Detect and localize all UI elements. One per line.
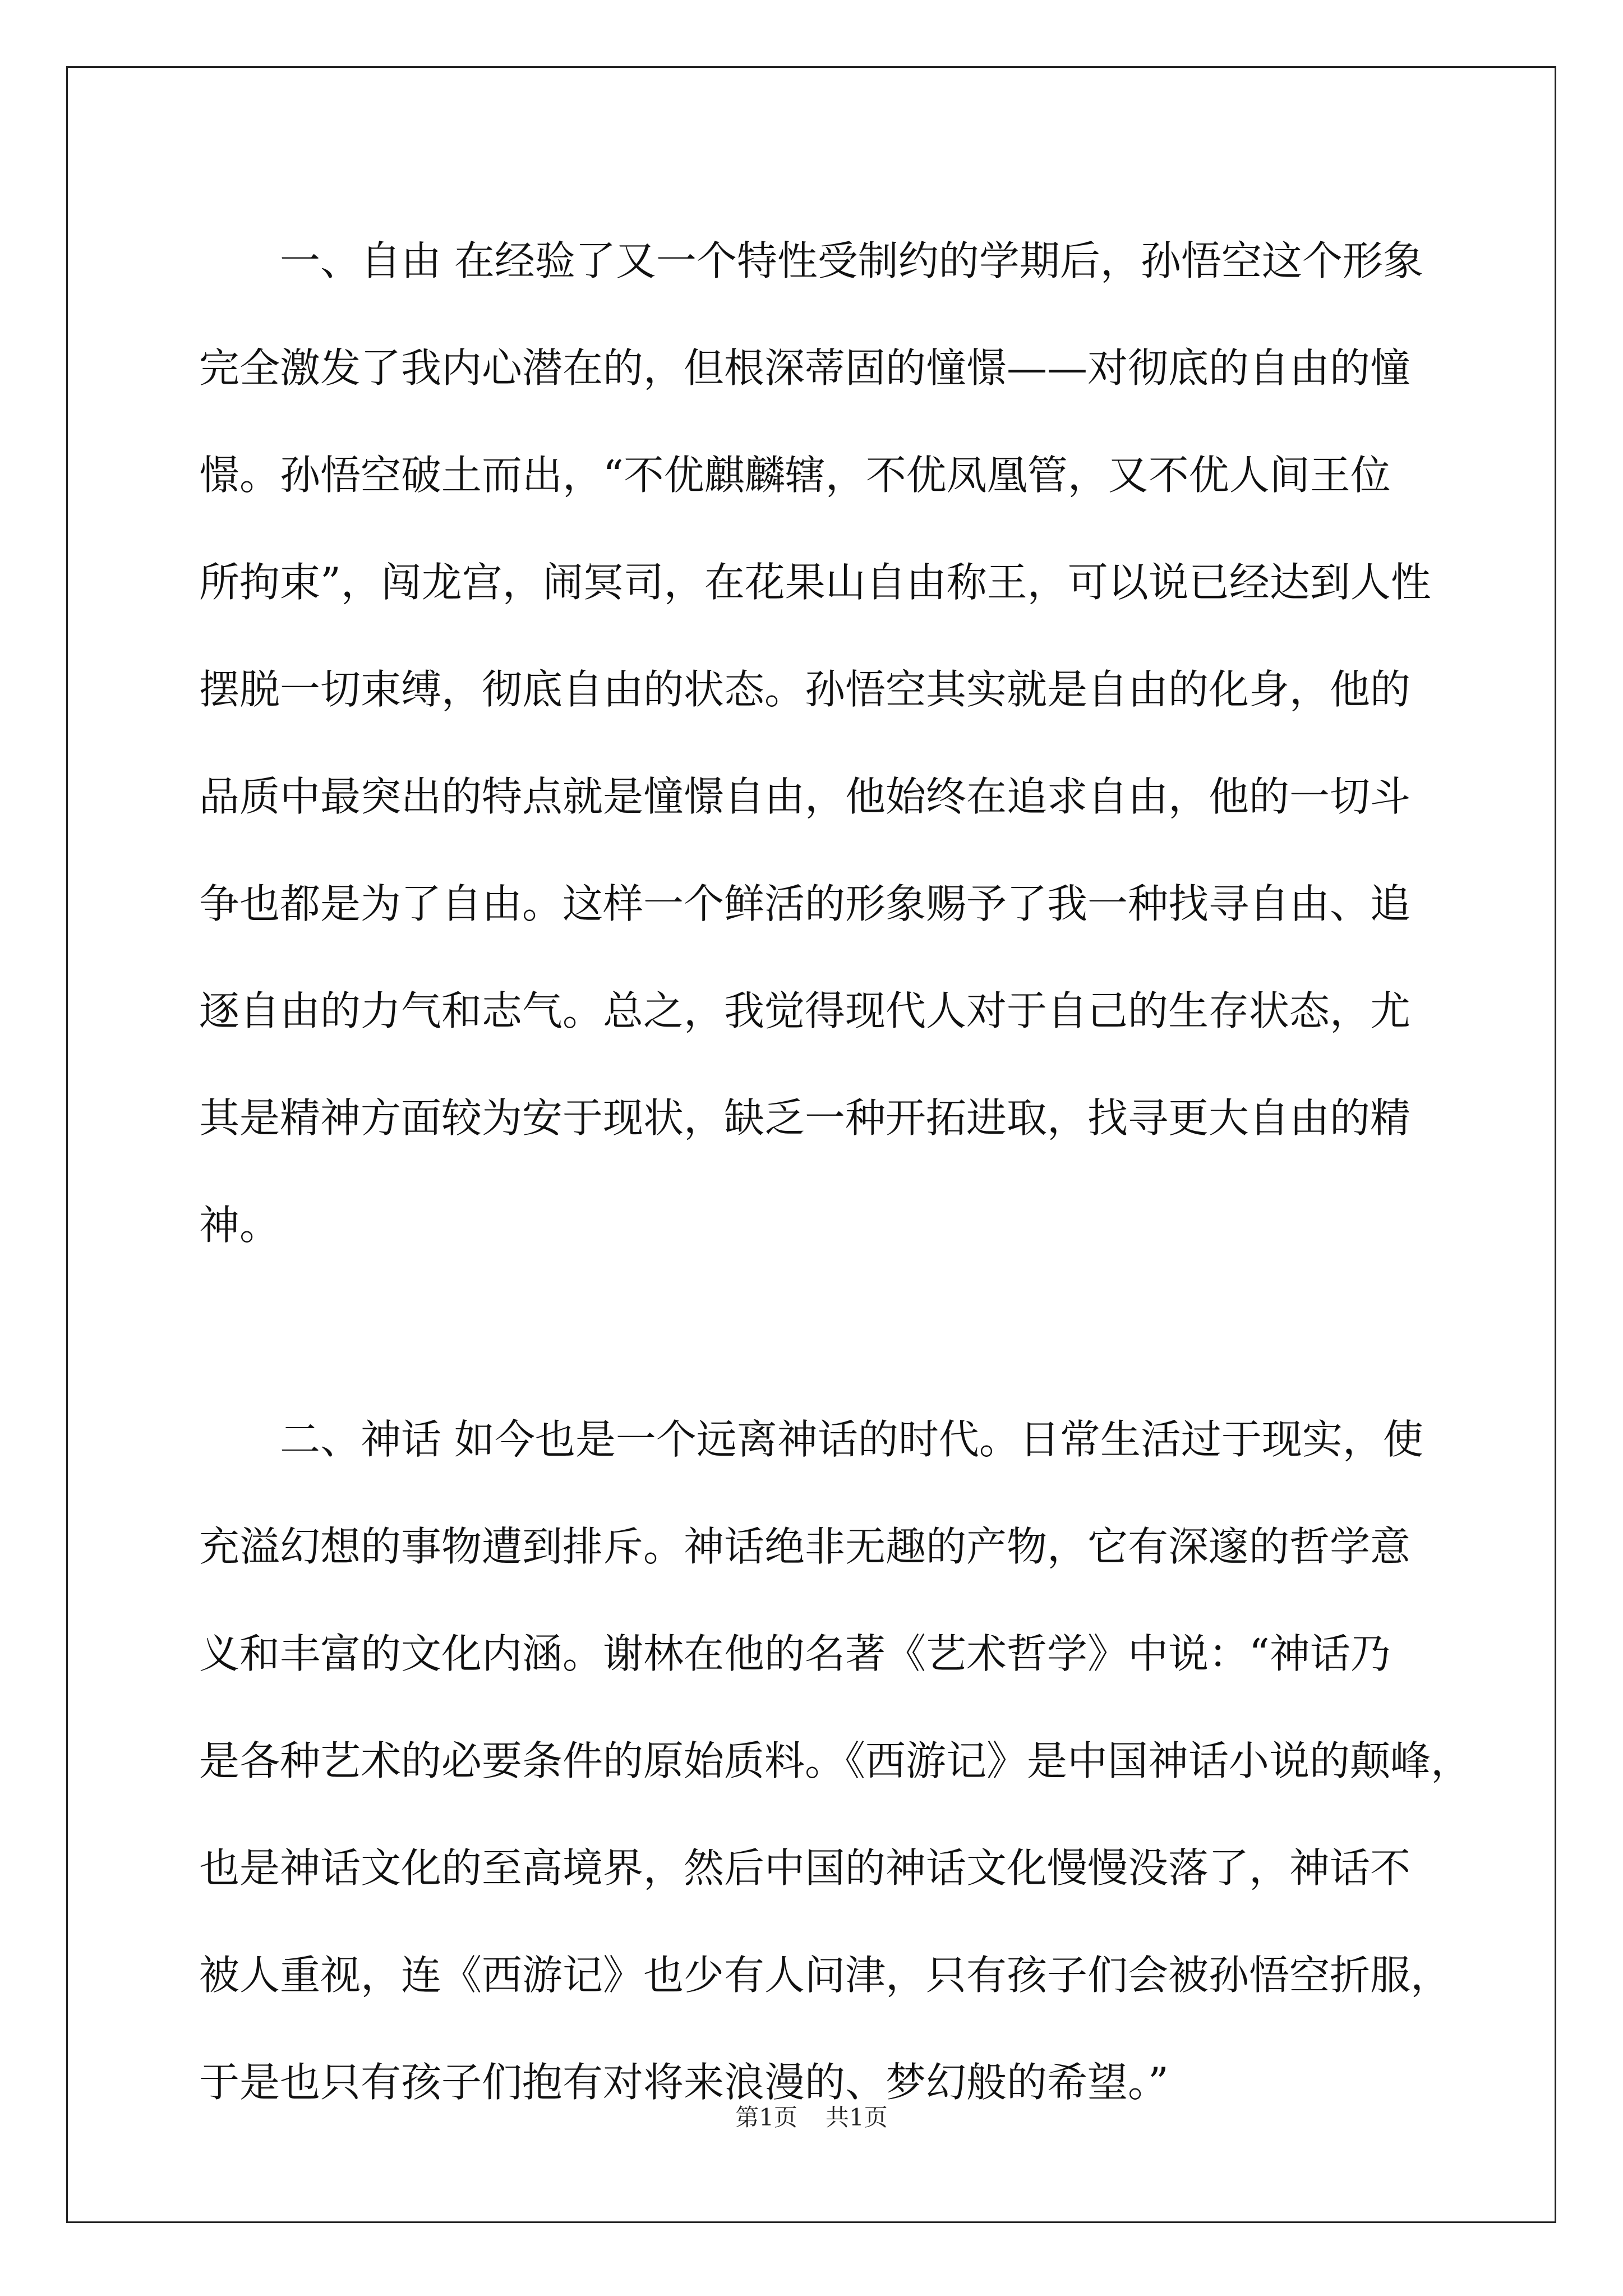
page-total: 共1页 (826, 2104, 888, 2131)
document-body (199, 208, 1472, 2136)
paragraph-spacer (199, 1279, 1428, 1386)
paragraph-myth (199, 1386, 1472, 2136)
text-line: 争也都是为了自由。这样一个鲜活的形象赐予了我一种找寻自由、追 (199, 880, 1411, 927)
page-number: 第1页 (735, 2104, 797, 2131)
paragraph-freedom (199, 208, 1431, 1279)
page-footer (0, 2101, 1623, 2134)
text-line: 憬。孙悟空破土而出，“不优麒麟辖，不优凤凰管，又不优人间王位 (199, 452, 1391, 499)
text-line: 也是神话文化的至高境界，然后中国的神话文化慢慢没落了，神话不 (199, 1844, 1411, 1892)
text-line: 义和丰富的文化内涵。谢林在他的名著《艺术哲学》中说：“神话乃 (199, 1630, 1391, 1677)
text-line: 是各种艺术的必要条件的原始质料。《西游记》是中国神话小说的颠峰， (199, 1737, 1472, 1784)
text-line: 摆脱一切束缚，彻底自由的状态。孙悟空其实就是自由的化身，他的 (199, 666, 1411, 713)
text-line: 品质中最突出的特点就是憧憬自由，他始终在追求自由，他的一切斗 (199, 773, 1411, 820)
text-line: 完全激发了我内心潜在的，但根深蒂固的憧憬——对彻底的自由的憧 (199, 344, 1411, 392)
text-line: 于是也只有孩子们抱有对将来浪漫的、梦幻般的希望。” (199, 2059, 1169, 2106)
text-line: 其是精神方面较为安于现状，缺乏一种开拓进取，找寻更大自由的精 (199, 1094, 1411, 1142)
text-line: 所拘束”，闯龙宫，闹冥司，在花果山自由称王，可以说已经达到人性 (199, 559, 1431, 606)
text-line: 充溢幻想的事物遭到排斥。神话绝非无趣的产物，它有深邃的哲学意 (199, 1523, 1411, 1570)
text-line: 被人重视，连《西游记》也少有人问津，只有孩子们会被孙悟空折服， (199, 1952, 1451, 1999)
text-line: 二、神话 如今也是一个远离神话的时代。日常生活过于现实，使 (280, 1416, 1423, 1463)
text-line: 一、自由 在经验了又一个特性受制约的学期后，孙悟空这个形象 (280, 237, 1423, 284)
text-line: 逐自由的力气和志气。总之，我觉得现代人对于自己的生存状态，尤 (199, 987, 1411, 1034)
text-line: 神。 (199, 1202, 280, 1249)
